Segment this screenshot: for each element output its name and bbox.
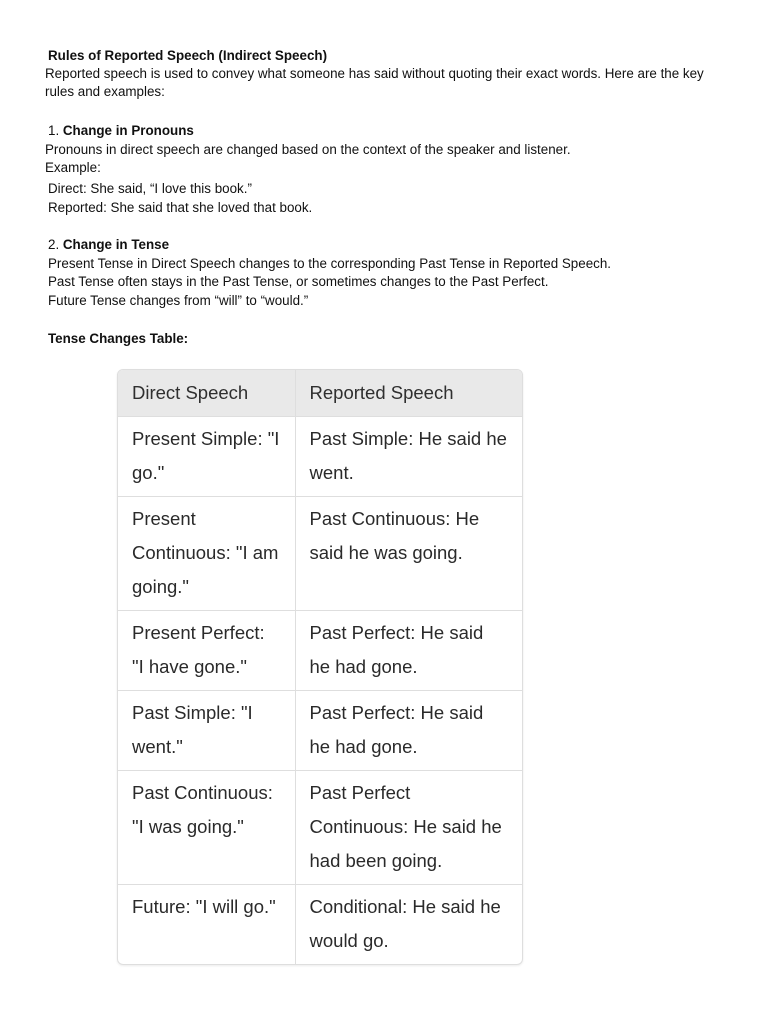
table-row [118, 691, 522, 771]
section-1-title: Change in Pronouns [62, 123, 194, 138]
section-1-heading [48, 122, 194, 140]
section-1-body: Pronouns in direct speech are changed based on the context of the speaker and listener. [45, 142, 571, 157]
table-cell-direct: Present Continuous: "I am going." [132, 508, 279, 597]
table-header-direct: Direct Speech [118, 370, 295, 417]
table-cell-direct: Present Simple: "I go." [132, 428, 280, 483]
table-row [118, 611, 522, 691]
table-cell-direct: Future: "I will go." [132, 896, 276, 917]
tense-changes-table [117, 369, 523, 965]
table-cell-reported: Past Simple: He said he went. [295, 417, 522, 497]
section-2-line: Present Tense in Direct Speech changes to the corresponding Past Tense in Reported Speech. [48, 256, 612, 271]
section-2-number: 2. [48, 237, 63, 252]
table-cell-direct: Past Simple: "I went." [132, 702, 253, 757]
table-cell-reported: Past Perfect: He said he had gone. [295, 691, 522, 771]
example-reported: Reported: She said that she loved that book. [48, 200, 313, 215]
table-row [118, 771, 522, 885]
table-cell-reported: Past Continuous: He said he was going. [295, 497, 522, 611]
table-row [118, 885, 522, 965]
example-label: Example: [45, 160, 101, 175]
table-title: Tense Changes Table: [48, 331, 189, 346]
table-cell-reported: Past Perfect: He said he had gone. [295, 611, 522, 691]
table-header-reported: Reported Speech [295, 370, 522, 417]
section-2-heading [48, 236, 169, 254]
table-cell-reported: Conditional: He said he would go. [295, 885, 522, 965]
table-cell-direct: Past Continuous: "I was going." [132, 782, 273, 837]
example-direct: Direct: She said, “I love this book.” [48, 181, 252, 196]
section-1-number: 1. [48, 123, 63, 138]
table-row [118, 417, 522, 497]
table-cell-direct: Present Perfect: "I have gone." [132, 622, 265, 677]
table-header-row [118, 370, 522, 417]
section-2-title: Change in Tense [62, 237, 170, 252]
document-title: Rules of Reported Speech (Indirect Speech) [48, 48, 328, 63]
table-cell-reported: Past Perfect Continuous: He said he had been going. [295, 771, 522, 885]
section-2-line: Future Tense changes from “will” to “would.” [48, 293, 309, 308]
section-2-line: Past Tense often stays in the Past Tense, or sometimes changes to the Past Perfect. [48, 274, 549, 289]
intro-paragraph: Reported speech is used to convey what someone has said without quoting their exact words. Here are the key rules and examples: [45, 66, 704, 99]
table-row [118, 497, 522, 611]
